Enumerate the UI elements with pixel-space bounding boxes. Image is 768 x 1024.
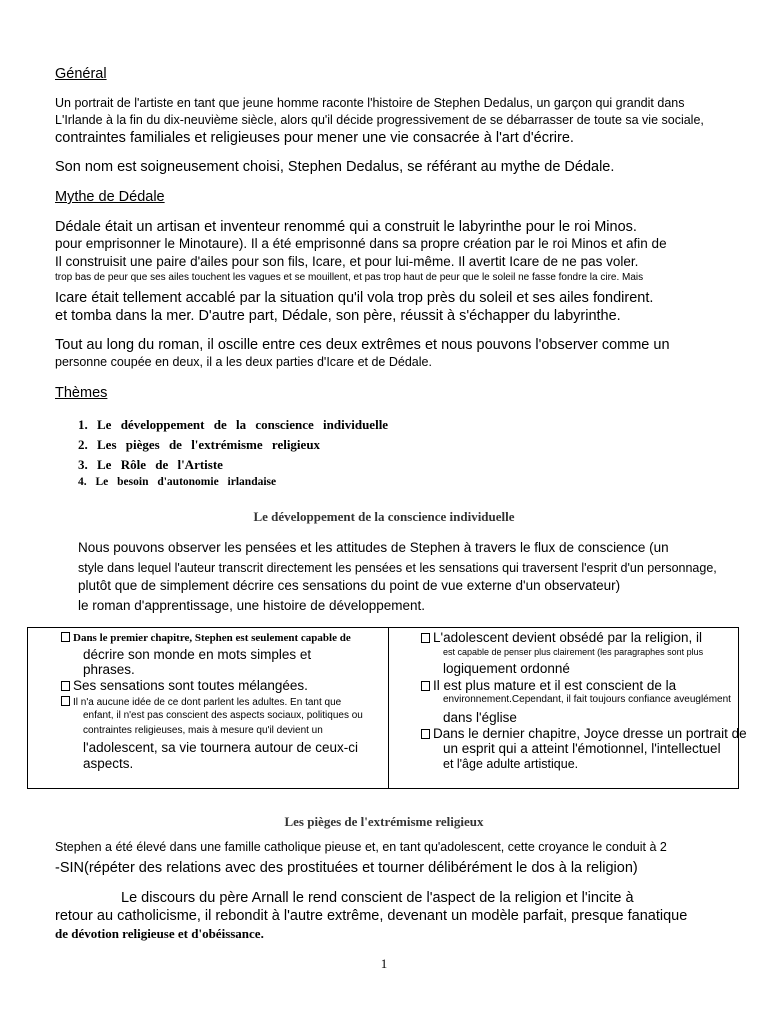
left-text-1: Dans le premier chapitre, Stephen est seulement capable de (73, 632, 351, 644)
general-line-1: Un portrait de l'artiste en tant que jeune homme raconte l'histoire de Stephen Dedalus, un garçon qui grandit dans (55, 96, 685, 110)
general-heading: Général (55, 66, 107, 82)
left-text-6: enfant, il n'est pas conscient des aspects sociaux, politiques ou (83, 710, 363, 721)
novel-line-1: Tout au long du roman, il oscille entre ces deux extrêmes et nous pouvons l'observer comme un (55, 337, 670, 353)
general-line-3: contraintes familiales et religieuses pour mener une vie consacrée à l'art d'écrire. (55, 130, 574, 146)
name-line: Son nom est soigneusement choisi, Stephen Dedalus, se référant au mythe de Dédale. (55, 159, 615, 175)
bullet-box-icon (421, 681, 430, 691)
left-bullet-2 (61, 678, 308, 693)
myth-line-6: et tomba dans la mer. D'autre part, Dédale, son père, réussit à s'échapper du labyrinthe. (55, 308, 621, 324)
left-text-9: aspects. (83, 756, 134, 771)
themes-heading: Thèmes (55, 385, 108, 401)
left-text-8: l'adolescent, sa vie tournera autour de ceux-ci (83, 740, 358, 755)
bullet-box-icon (61, 632, 70, 642)
section2-line-4: retour au catholicisme, il rebondit à l'autre extrême, devenant un modèle parfait, presque fanatique (55, 908, 688, 924)
section2-line-5: de dévotion religieuse et d'obéissance. (55, 926, 264, 941)
right-text-3: logiquement ordonné (443, 661, 570, 676)
section2-line-3: Le discours du père Arnall le rend conscient de l'aspect de la religion et l'incite à (121, 890, 634, 906)
table-divider (388, 628, 389, 788)
myth-line-3: Il construisit une paire d'ailes pour son fils, Icare, et pour lui-même. Il avertit Icare de ne pas voler. (55, 254, 639, 269)
myth-line-4: trop bas de peur que ses ailes touchent les vagues et se mouillent, et pas trop haut de peur que le soleil ne fasse fondre la cire. Mais (55, 272, 644, 283)
section2-line-2: -SIN(répéter des relations avec des prostituées et tourner délibérément le dos à la religion) (55, 860, 638, 876)
bullet-box-icon (421, 729, 430, 739)
novel-line-2: personne coupée en deux, il a les deux parties d'Icare et de Dédale. (55, 355, 432, 369)
myth-heading: Mythe de Dédale (55, 189, 165, 205)
right-text-7: Dans le dernier chapitre, Joyce dresse un portrait de (433, 726, 747, 741)
comparison-table (27, 627, 747, 789)
theme-item-3: 3. Le Rôle de l'Artiste (78, 457, 223, 472)
right-bullet-3 (421, 726, 747, 741)
left-text-7: contraintes religieuses, mais à mesure qu'il devient un (83, 725, 323, 736)
bullet-box-icon (61, 681, 70, 691)
page-number: 1 (380, 956, 388, 971)
right-text-9: et l'âge adulte artistique. (443, 757, 579, 771)
section2-line-1: Stephen a été élevé dans une famille catholique pieuse et, en tant qu'adolescent, cette croyance le conduit à 2 (55, 840, 667, 854)
left-text-2: décrire son monde en mots simples et (83, 647, 312, 662)
right-bullet-1 (421, 630, 702, 645)
section1-line-1: Nous pouvons observer les pensées et les attitudes de Stephen à travers le flux de conscience (un (78, 540, 669, 555)
theme-item-2: 2. Les pièges de l'extrémisme religieux (78, 437, 321, 452)
left-bullet-3 (61, 696, 341, 708)
general-line-2: L'Irlande à la fin du dix-neuvième siècle, alors qu'il décide progressivement de se débarrasser de toute sa vie sociale, (55, 113, 704, 127)
left-text-5: Il n'a aucune idée de ce dont parlent les adultes. En tant que (73, 697, 342, 708)
right-text-6: dans l'église (443, 710, 517, 725)
section1-line-2: style dans lequel l'auteur transcrit directement les pensées et les sensations qui traversent l'esprit d'un personnage, (78, 561, 717, 575)
theme-item-1: 1. Le développement de la conscience individuelle (78, 417, 389, 432)
right-text-1: L'adolescent devient obsédé par la religion, il (433, 630, 703, 645)
theme-item-4: 4. Le besoin d'autonomie irlandaise (78, 476, 277, 488)
bullet-box-icon (61, 696, 70, 706)
section2-title: Les pièges de l'extrémisme religieux (284, 814, 484, 829)
right-text-4: Il est plus mature et il est conscient de la (433, 678, 677, 693)
myth-line-1: Dédale était un artisan et inventeur renommé qui a construit le labyrinthe pour le roi Minos. (55, 219, 637, 235)
section1-line-4: le roman d'apprentissage, une histoire de développement. (78, 598, 426, 613)
left-bullet-1 (61, 632, 351, 644)
myth-line-2: pour emprisonner le Minotaure). Il a été emprisonné dans sa propre création par le roi Minos et afin de (55, 236, 667, 251)
right-text-2: est capable de penser plus clairement (les paragraphes sont plus (443, 647, 704, 657)
section1-title: Le développement de la conscience individuelle (253, 509, 515, 524)
right-bullet-2 (421, 678, 676, 693)
left-text-3: phrases. (83, 662, 135, 677)
myth-line-5: Icare était tellement accablé par la situation qu'il vola trop près du soleil et ses ailes fondirent. (55, 290, 654, 306)
left-text-4: Ses sensations sont toutes mélangées. (73, 678, 308, 693)
bullet-box-icon (421, 633, 430, 643)
right-text-8: un esprit qui a atteint l'émotionnel, l'intellectuel (443, 741, 721, 756)
section1-line-3: plutôt que de simplement décrire ces sensations du point de vue externe d'un observateur) (78, 578, 621, 593)
right-text-5: environnement.Cependant, il fait toujours confiance aveuglément (443, 694, 731, 705)
